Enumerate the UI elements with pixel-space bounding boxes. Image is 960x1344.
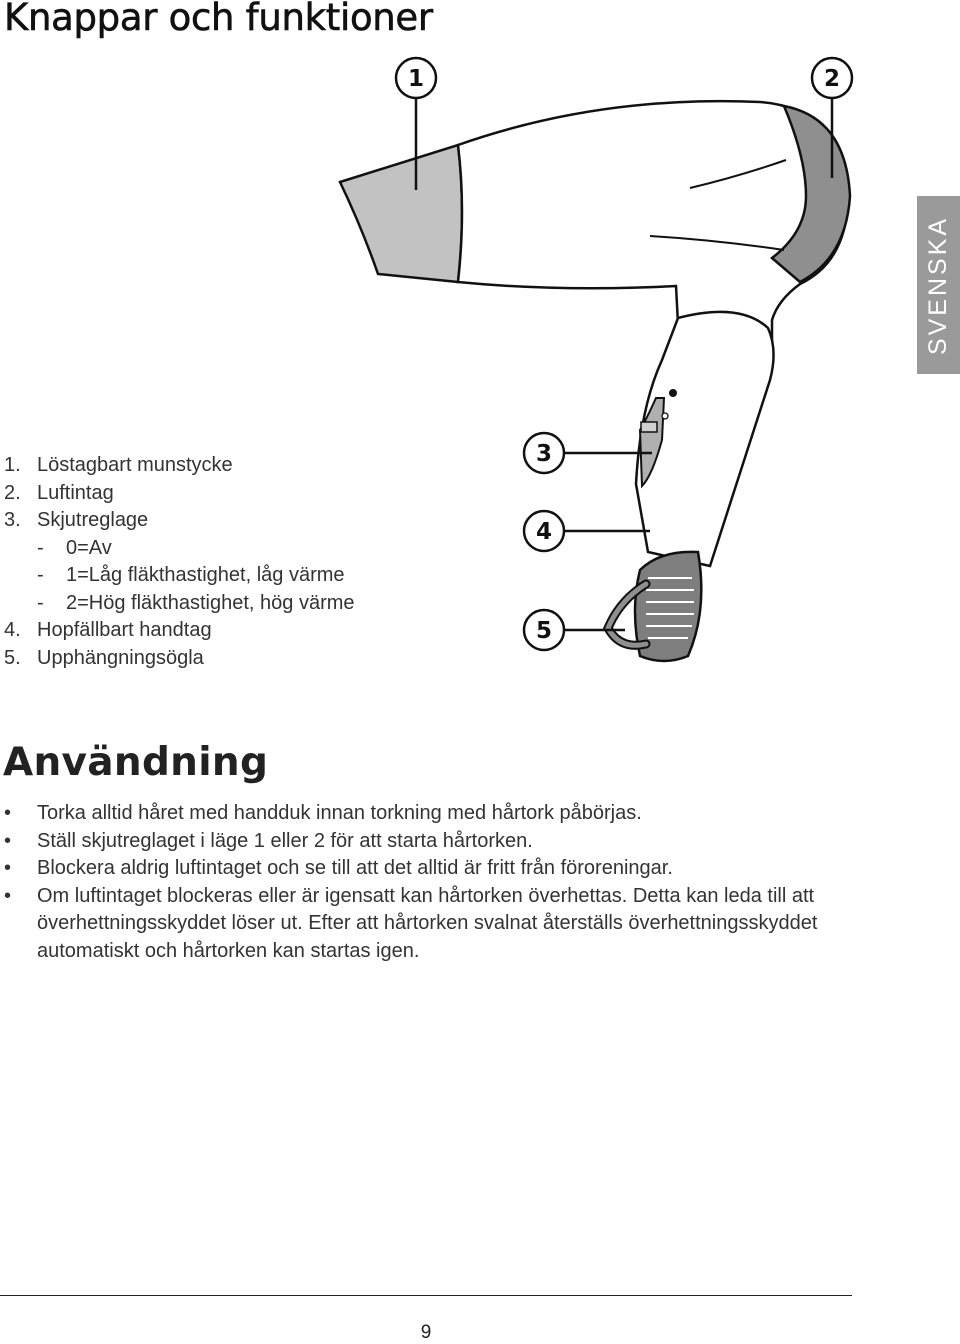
item-text: Löstagbart munstycke	[37, 454, 233, 476]
bullet-icon: •	[4, 802, 12, 824]
usage-item-text: Torka alltid håret med handduk innan torkning med hårtork påbörjas.	[37, 802, 642, 824]
footer-divider	[0, 1295, 852, 1296]
item-number: 5.	[4, 646, 21, 669]
language-tab-label: SVENSKA	[924, 215, 953, 355]
callout-4-label: 4	[535, 519, 553, 545]
item-number: 3.	[4, 509, 21, 531]
usage-item	[0, 883, 820, 966]
parts-list-item	[4, 507, 355, 535]
item-number: 1.	[4, 454, 21, 476]
usage-list	[0, 800, 820, 965]
parts-list	[4, 452, 355, 672]
usage-item	[0, 855, 820, 883]
callout-3-label: 3	[535, 441, 553, 467]
parts-list-item	[4, 452, 355, 480]
callout-1-label: 1	[407, 66, 425, 92]
item-text: 2=Hög fläkthastighet, hög värme	[66, 591, 355, 614]
callout-2-label: 2	[823, 66, 841, 92]
item-text: 0=Av	[66, 536, 112, 559]
usage-item-text: Ställ skjutreglaget i läge 1 eller 2 för att starta hårtorken.	[37, 829, 533, 852]
page-number: 9	[420, 1322, 432, 1343]
callout-5-label: 5	[535, 618, 553, 644]
item-number: 2.	[4, 481, 21, 504]
parts-list-item	[4, 645, 355, 673]
bullet-icon: •	[4, 884, 12, 907]
usage-item	[0, 828, 820, 856]
item-text: 1=Låg fläkthastighet, låg värme	[66, 564, 345, 586]
usage-heading: Användning	[3, 740, 269, 785]
sub-item-marker: -	[37, 591, 44, 614]
parts-list-item	[4, 480, 355, 508]
nozzle	[340, 145, 462, 282]
item-text: Skjutreglage	[37, 509, 149, 531]
bullet-icon: •	[4, 829, 12, 852]
item-text: Hopfällbart handtag	[37, 619, 212, 641]
usage-item	[0, 800, 820, 828]
parts-list-item	[4, 617, 355, 645]
parts-list-item	[4, 535, 355, 563]
bullet-icon: •	[4, 857, 12, 879]
page-title: Knappar och funktioner	[4, 0, 433, 39]
item-text: Luftintag	[37, 481, 114, 504]
item-text: Upphängningsögla	[37, 646, 204, 669]
dryer-body	[458, 101, 848, 362]
usage-item-text: Om luftintaget blockeras eller är igensatt kan hårtorken överhettas. Detta kan leda till att överhettningsskyddet löser ut. Efter att hårtorken svalnat återställs överhettningsskyddet automatiskt och hårtorken kan startas igen.	[37, 884, 818, 962]
item-number: 4.	[4, 619, 21, 641]
parts-list-item	[4, 562, 355, 590]
parts-list-item	[4, 590, 355, 618]
sub-item-marker: -	[37, 536, 44, 559]
sub-item-marker: -	[37, 564, 44, 586]
usage-item-text: Blockera aldrig luftintaget och se till att det alltid är fritt från föroreningar.	[37, 857, 673, 879]
